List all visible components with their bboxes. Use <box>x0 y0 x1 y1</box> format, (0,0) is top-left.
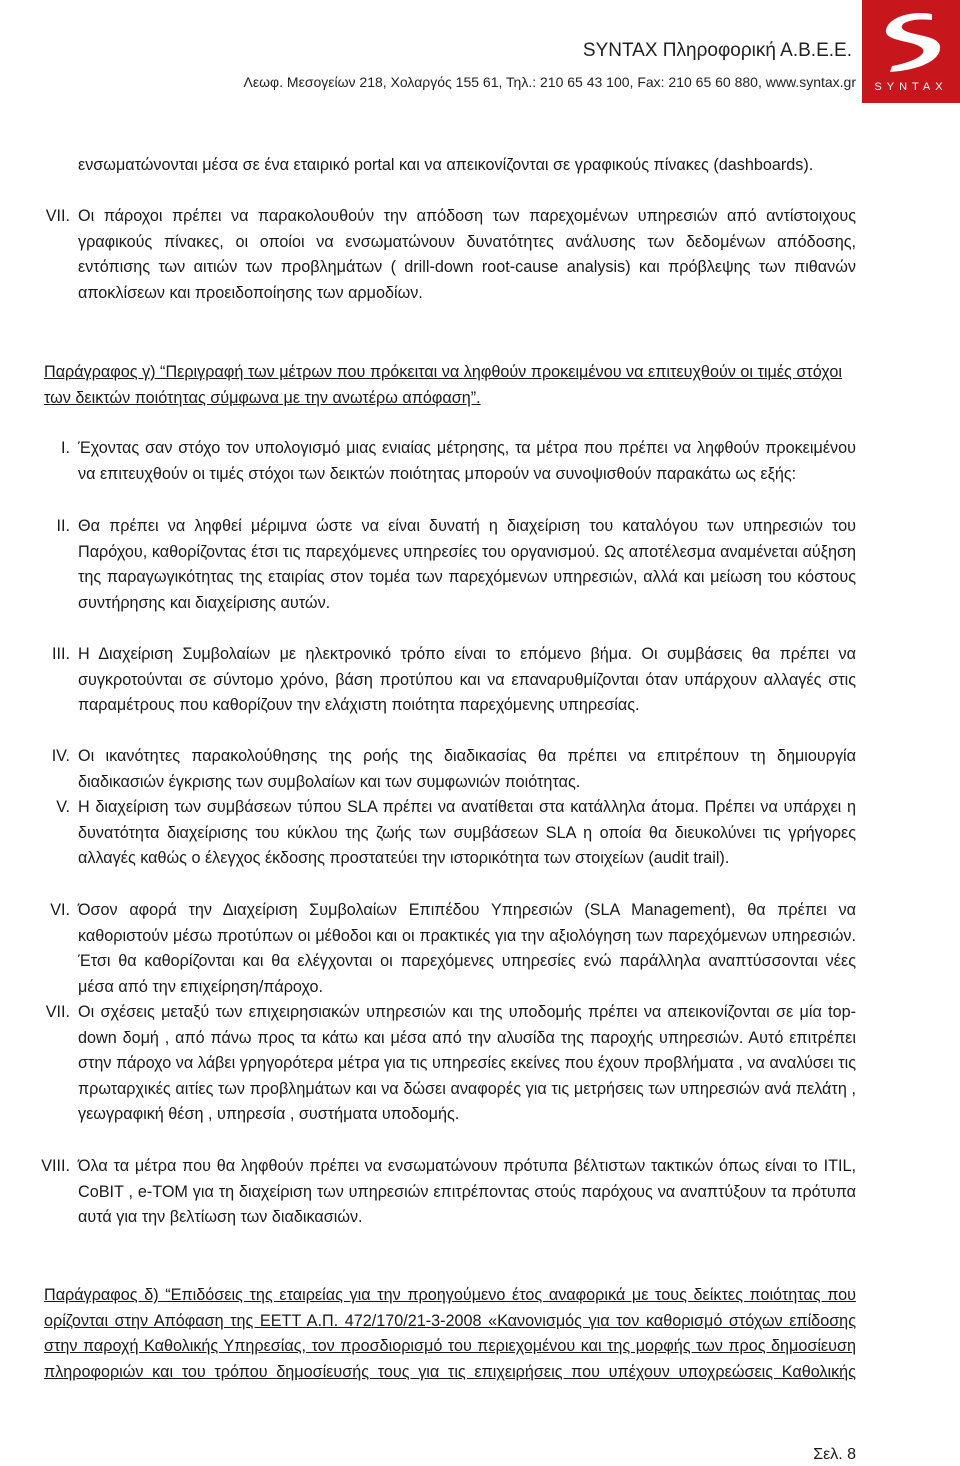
list-item-number: III. <box>52 645 70 663</box>
list-item-number: I. <box>61 439 70 457</box>
list-item-number: VI. <box>50 901 70 919</box>
section-d-heading: Παράγραφος δ) “Επιδόσεις της εταιρείας για την προηγούμενο έτος αναφορικά με τους δείκτες ποιότητας που ορίζονται στην Απόφαση της ΕΕΤΤ Α.Π. 472/170/21-3-2008 «Κανονισμός για τον καθορισμό στόχων επίδοσης στην παροχή Καθολικής Υπηρεσίας, τον προσδιορισμό του περιεχομένου και της μορφής των προς δημοσίευση πληροφοριών και του τρόπου δημοσίευσής τους για τις επιχειρήσεις που υπέχουν υποχρεώσεις Καθολικής <box>44 1286 856 1381</box>
page-header <box>0 0 960 105</box>
section-c-heading: Παράγραφος γ) “Περιγραφή των μέτρων που πρόκειται να ληφθούν προκειμένου να επιτευχθούν οι τιμές στόχοι των δεικτών ποιότητας σύμφωνα με την ανωτέρω απόφαση”. <box>44 363 842 407</box>
list-item-text: Η Διαχείριση Συμβολαίων με ηλεκτρονικό τρόπο είναι το επόμενο βήμα. Οι συμβάσεις θα πρέπει να συγκροτούνται σε σύντομο χρόνο, βάση προτύπου και να επαναρυθμίζονται όταν υπάρχουν αλλαγές στις παραμέτρους που καθορίζουν την ελάχιστη ποιότητα παρεχόμενης υπηρεσίας. <box>78 645 856 715</box>
continuation-paragraph: ενσωματώνονται μέσα σε ένα εταιρικό portal και να απεικονίζονται σε γραφικούς πίνακες (dashboards). <box>78 156 814 174</box>
list-item-text: Όσον αφορά την Διαχείριση Συμβολαίων Επιπέδου Υπηρεσιών (SLA Management), θα πρέπει να καθοριστούν μέσω προτύπων οι μέθοδοι και οι πρακτικές για την αξιολόγηση των παρεχόμενων υπηρεσιών. Έτσι θα καθορίζονται και θα ελέγχονται οι παρεχόμενες υπηρεσίες ενώ παράλληλα αναπτύσσονται νέες μέσα από την επιχείρηση/πάροχο. <box>78 901 856 996</box>
list-item-text: Θα πρέπει να ληφθεί μέριμνα ώστε να είναι δυνατή η διαχείριση του καταλόγου των υπηρεσιών του Παρόχου, καθορίζοντας έτσι τις παρεχόμενες υπηρεσίες του οργανισμού. Ως αποτέλεσμα αναμένεται αύξηση της παραγωγικότητας της εταιρίας στον τομέα των παρεχόμενων υπηρεσιών, αλλά και μείωση του κόστους συντήρησης και διαχείρισης αυτών. <box>78 517 856 612</box>
list-item-number: VII. <box>45 1003 70 1021</box>
company-address: Λεωφ. Μεσογείων 218, Χολαργός 155 61, Τηλ.: 210 65 43 100, Fax: 210 65 60 880, www.syntax.gr <box>243 74 856 90</box>
list-item-text: Οι πάροχοι πρέπει να παρακολουθούν την απόδοση των παρεχομένων υπηρεσιών από αντίστοιχους γραφικούς πίνακες, οι οποίοι να ενσωματώνουν δυνατότητες ανάλυσης των δεδομένων απόδοσης, εντόπισης των αιτιών των προβλημάτων ( drill-down root-cause analysis) και πρόβλεψης των πιθανών αποκλίσεων και προειδοποίησης των αρμοδίων. <box>78 207 856 302</box>
list-item-text: Έχοντας σαν στόχο τον υπολογισμό μιας ενιαίας μέτρησης, τα μέτρα που πρέπει να ληφθούν προκειμένου να επιτευχθούν οι τιμές στόχοι των δεικτών ποιότητας μπορούν να συνοψισθούν παρακάτω ως εξής: <box>78 439 856 483</box>
list-item-text: Οι σχέσεις μεταξύ των επιχειρησιακών υπηρεσιών και της υποδομής πρέπει να απεικονίζονται σε μία top-down δομή , από πάνω προς τα κάτω και μέσα από την αλυσίδα της παροχής υπηρεσιών. Αυτό επιτρέπει στην πάροχο να λάβει γρηγορότερα μέτρα για τις υπηρεσίες εκείνες που έχουν προβλήματα , να αναλύσει τις πρωταρχικές αιτίες των προβλημάτων και να δώσει αναφορές για τις μετρήσεις των υπηρεσιών ανά πελάτη , γεωγραφική θέση , υπηρεσία , συστήματα υποδομής. <box>78 1003 856 1124</box>
list-item-number: VII. <box>45 207 70 225</box>
list-item-number: VIII. <box>41 1157 70 1175</box>
list-item-number: V. <box>56 798 70 816</box>
logo-text: SYNTAX <box>874 81 948 93</box>
company-name: SYNTAX Πληροφορική Α.Β.Ε.Ε. <box>582 40 852 61</box>
list-item-text: Οι ικανότητες παρακολούθησης της ροής της διαδικασίας θα πρέπει να επιτρέπουν τη δημιουργία διαδικασιών έγκρισης των συμβολαίων και των συμφωνιών ποιότητας. <box>78 747 856 791</box>
list-item-number: IV. <box>51 747 70 765</box>
list-item-text: Η διαχείριση των συμβάσεων τύπου SLA πρέπει να ανατίθεται στα κατάλληλα άτομα. Πρέπει να υπάρχει η δυνατότητα διαχείρισης του κύκλου της ζωής των συμβάσεων SLA η οποία θα διευκολύνει τις γρήγορες αλλαγές καθώς ο έλεγχος έκδοσης προστατεύει την ιστορικότητα των στοιχείων (audit trail). <box>78 798 856 868</box>
syntax-logo <box>862 0 960 103</box>
list-item-text: Όλα τα μέτρα που θα ληφθούν πρέπει να ενσωματώνουν πρότυπα βέλτιστων τακτικών όπως είναι το ITIL, CoBIT , e-TOM για τη διαχείριση των υπηρεσιών επιτρέποντας στούς παρόχους να αναπτύξουν τα πρότυπα αυτά για την βελτίωση των διαδικασιών. <box>78 1157 856 1227</box>
list-item-number: II. <box>56 517 70 535</box>
syntax-logo-icon <box>862 0 960 80</box>
page-number: Σελ. 8 <box>813 1446 856 1463</box>
